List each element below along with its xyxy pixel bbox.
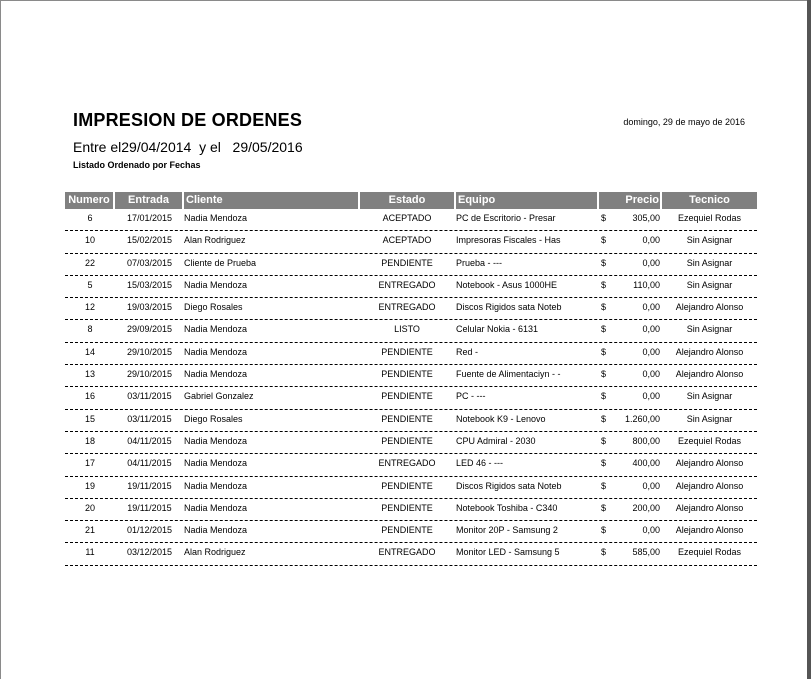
cell-numero: 16 [84,391,95,402]
cell-cliente: Diego Rosales [184,413,243,424]
cell-tecnico: Alejandro Alonso [675,369,744,380]
cell-precio: 0,00 [642,324,660,335]
table-row [65,343,757,365]
cell-moneda: $ [601,257,607,268]
cell-estado: PENDIENTE [381,391,433,402]
cell-moneda: $ [601,391,607,402]
table-row [65,454,757,476]
table-row [65,521,757,543]
cell-tecnico: Sin Asignar [686,257,733,268]
cell-numero: 15 [84,413,95,424]
cell-equipo: Prueba - --- [456,257,503,268]
cell-numero: 21 [84,525,95,536]
cell-precio: 0,00 [642,369,660,380]
cell-estado: ENTREGADO [378,279,436,290]
cell-numero: 10 [84,235,95,246]
cell-estado: PENDIENTE [381,369,433,380]
cell-equipo: PC - --- [456,391,486,402]
cell-numero: 17 [84,458,95,469]
cell-cliente: Diego Rosales [184,302,243,313]
cell-cliente: Nadia Mendoza [184,458,248,469]
table-row [65,231,757,253]
cell-estado: PENDIENTE [381,346,433,357]
cell-numero: 19 [84,480,95,491]
cell-cliente: Alan Rodriguez [184,547,246,558]
cell-equipo: PC de Escritorio - Presar [456,213,556,223]
cell-precio: 0,00 [642,235,660,246]
table-row [65,477,757,499]
cell-precio: 0,00 [642,391,660,402]
table-row [65,365,757,387]
table-row [65,298,757,320]
table-row [65,432,757,454]
cell-numero: 20 [84,502,95,513]
cell-equipo: CPU Admiral - 2030 [456,435,536,446]
cell-entrada: 19/11/2015 [127,480,172,491]
cell-tecnico: Ezequiel Rodas [677,547,742,558]
table-body [65,209,757,566]
header-tecnico: Tecnico [662,192,757,209]
cell-entrada: 19/03/2015 [126,302,173,313]
cell-entrada: 15/02/2015 [126,235,173,246]
cell-estado: ACEPTADO [382,213,432,223]
cell-tecnico: Sin Asignar [686,279,733,290]
cell-moneda: $ [601,369,607,380]
cell-equipo: Discos Rigidos sata Noteb [456,302,562,313]
cell-equipo: Notebook - Asus 1000HE [456,279,558,290]
cell-estado: ACEPTADO [382,235,432,246]
cell-tecnico: Alejandro Alonso [675,502,744,513]
cell-cliente: Nadia Mendoza [184,525,248,536]
report-title: IMPRESION DE ORDENES [73,110,303,130]
cell-estado: PENDIENTE [381,480,433,491]
cell-entrada: 01/12/2015 [126,525,173,536]
cell-numero: 12 [84,302,95,313]
cell-entrada: 04/11/2015 [127,458,172,469]
cell-cliente: Nadia Mendoza [184,324,248,335]
cell-moneda: $ [601,324,607,335]
header-equipo: Equipo [456,192,597,209]
cell-tecnico: Alejandro Alonso [675,346,744,357]
cell-precio: 305,00 [632,213,660,223]
cell-cliente: Gabriel Gonzalez [184,391,254,402]
cell-estado: PENDIENTE [381,435,433,446]
cell-estado: ENTREGADO [378,302,436,313]
cell-numero: 8 [87,324,93,335]
report-date: domingo, 29 de mayo de 2016 [623,117,745,127]
cell-precio: 0,00 [642,525,660,536]
cell-equipo: Notebook Toshiba - C340 [456,502,558,513]
cell-tecnico: Alejandro Alonso [675,525,744,536]
header-precio: Precio [599,192,660,209]
cell-tecnico: Alejandro Alonso [675,458,744,469]
cell-tecnico: Ezequiel Rodas [677,213,742,223]
cell-moneda: $ [601,480,607,491]
cell-estado: PENDIENTE [381,502,433,513]
cell-equipo: LED 46 - --- [456,458,504,469]
cell-numero: 5 [87,279,93,290]
cell-estado: PENDIENTE [381,413,433,424]
cell-numero: 18 [84,435,95,446]
cell-equipo: Celular Nokia - 6131 [456,324,539,335]
cell-tecnico: Sin Asignar [686,324,733,335]
cell-moneda: $ [601,525,607,536]
cell-entrada: 29/10/2015 [126,369,173,380]
orders-table [65,192,757,566]
cell-moneda: $ [601,346,607,357]
cell-moneda: $ [601,302,607,313]
cell-cliente: Nadia Mendoza [184,369,248,380]
cell-precio: 110,00 [633,279,660,290]
header-numero: Numero [65,192,113,209]
date-range: Entre el29/04/2014 y el 29/05/2016 [73,139,303,155]
cell-estado: LISTO [394,324,420,335]
cell-numero: 13 [84,369,95,380]
cell-equipo: Discos Rigidos sata Noteb [456,480,562,491]
cell-moneda: $ [601,235,607,246]
cell-precio: 400,00 [632,458,660,469]
cell-precio: 0,00 [642,346,660,357]
cell-numero: 22 [84,257,95,268]
cell-numero: 11 [85,547,95,558]
table-row [65,410,757,432]
cell-numero: 6 [87,213,93,223]
table-row [65,499,757,521]
header-estado: Estado [360,192,454,209]
cell-moneda: $ [601,279,607,290]
cell-estado: PENDIENTE [381,257,433,268]
table-row [65,254,757,276]
cell-entrada: 15/03/2015 [126,279,173,290]
cell-tecnico: Alejandro Alonso [675,302,744,313]
header-cliente: Cliente [184,192,358,209]
cell-equipo: Red - [456,346,479,357]
cell-tecnico: Alejandro Alonso [675,480,744,491]
cell-numero: 14 [84,346,95,357]
cell-estado: ENTREGADO [378,458,436,469]
cell-cliente: Nadia Mendoza [184,213,248,223]
cell-precio: 0,00 [642,302,660,313]
cell-equipo: Monitor 20P - Samsung 2 [456,525,558,536]
cell-moneda: $ [601,458,607,469]
cell-equipo: Impresoras Fiscales - Has [456,235,561,246]
cell-tecnico: Sin Asignar [686,235,733,246]
cell-moneda: $ [601,547,607,558]
cell-tecnico: Sin Asignar [686,413,733,424]
cell-entrada: 07/03/2015 [126,257,173,268]
cell-moneda: $ [601,413,607,424]
cell-entrada: 19/11/2015 [127,502,172,513]
cell-cliente: Nadia Mendoza [184,502,248,513]
cell-cliente: Cliente de Prueba [184,257,257,268]
cell-precio: 0,00 [642,257,660,268]
report-subtitle: Listado Ordenado por Fechas [73,160,201,170]
cell-precio: 800,00 [632,435,660,446]
cell-tecnico: Sin Asignar [686,391,733,402]
cell-precio: 585,00 [632,547,660,558]
table-header [65,192,757,209]
cell-precio: 1.260,00 [624,413,660,424]
cell-entrada: 03/12/2015 [126,547,173,558]
page-shadow [807,0,811,679]
cell-cliente: Nadia Mendoza [184,435,248,446]
cell-tecnico: Ezequiel Rodas [677,435,742,446]
table-row [65,209,757,231]
cell-equipo: Notebook K9 - Lenovo [456,413,546,424]
cell-entrada: 03/11/2015 [127,413,172,424]
cell-precio: 0,00 [642,480,660,491]
cell-entrada: 29/09/2015 [126,324,173,335]
cell-estado: ENTREGADO [378,547,436,558]
cell-estado: PENDIENTE [381,525,433,536]
cell-moneda: $ [601,435,607,446]
cell-cliente: Alan Rodriguez [184,235,246,246]
cell-equipo: Fuente de Alimentaciyn - - [456,369,561,380]
cell-entrada: 04/11/2015 [127,435,172,446]
cell-cliente: Nadia Mendoza [184,279,248,290]
cell-entrada: 03/11/2015 [127,391,172,402]
table-row [65,387,757,409]
table-row [65,276,757,298]
cell-moneda: $ [601,502,607,513]
table-row [65,320,757,342]
cell-entrada: 17/01/2015 [126,213,173,223]
cell-precio: 200,00 [632,502,660,513]
cell-entrada: 29/10/2015 [126,346,173,357]
cell-equipo: Monitor LED - Samsung 5 [456,547,560,558]
table-row [65,543,757,565]
header-entrada: Entrada [115,192,182,209]
cell-cliente: Nadia Mendoza [184,480,248,491]
cell-cliente: Nadia Mendoza [184,346,248,357]
cell-moneda: $ [601,213,607,223]
